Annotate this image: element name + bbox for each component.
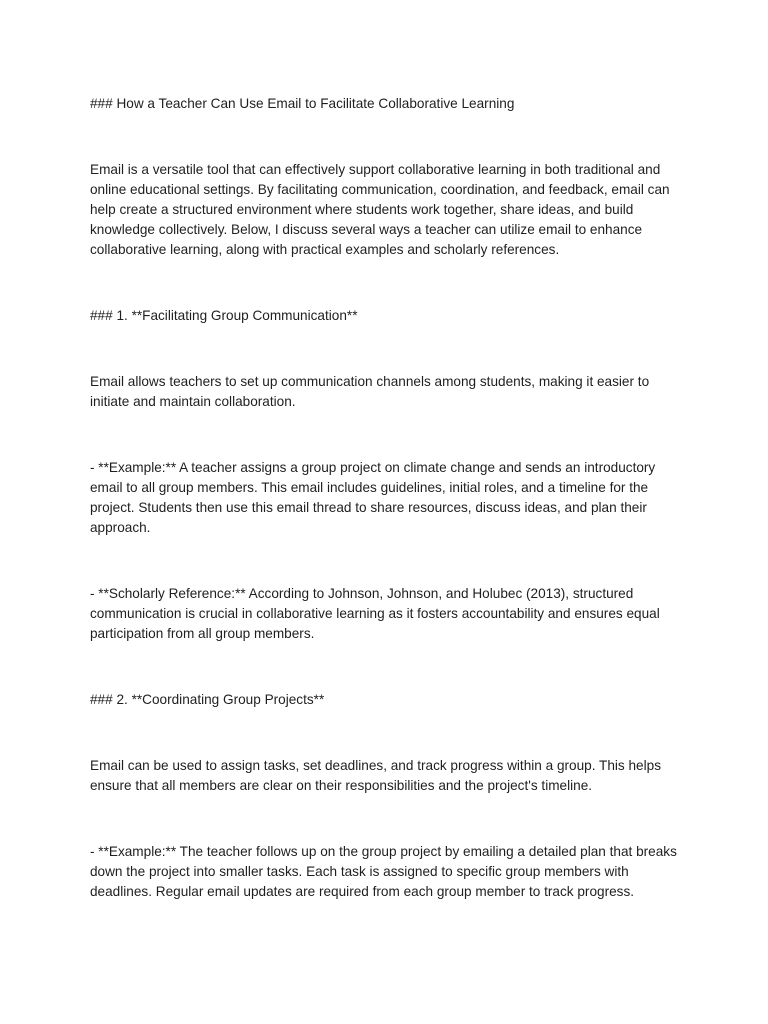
- intro-paragraph: Email is a versatile tool that can effectively support collaborative learning in both traditional and online educational settings. By facilitating communication, coordination, and feedback, email can help create a structured environment where students work together, share ideas, and build knowledge collectively. Below, I discuss several ways a teacher can utilize email to enhance collaborative learning, along with practical examples and scholarly references.: [90, 162, 670, 257]
- section-2-body: Email can be used to assign tasks, set deadlines, and track progress within a group. This helps ensure that all members are clear on their responsibilities and the project's timeline.: [90, 758, 661, 793]
- section-2-heading: ### 2. **Coordinating Group Projects**: [90, 692, 325, 707]
- section-1-heading: ### 1. **Facilitating Group Communication**: [90, 308, 358, 323]
- document-title: ### How a Teacher Can Use Email to Facilitate Collaborative Learning: [90, 96, 515, 111]
- section-1-body: Email allows teachers to set up communication channels among students, making it easier to initiate and maintain collaboration.: [90, 374, 650, 409]
- section-1-example: - **Example:** A teacher assigns a group project on climate change and sends an introductory email to all group members. This email includes guidelines, initial roles, and a timeline for the project. Students then use this email thread to share resources, discuss ideas, and plan their approach.: [90, 460, 656, 535]
- section-2-example: - **Example:** The teacher follows up on the group project by emailing a detailed plan that breaks down the project into smaller tasks. Each task is assigned to specific group members with deadlines. Regular email updates are required from each group member to track progress.: [90, 844, 677, 899]
- section-1-reference: - **Scholarly Reference:** According to Johnson, Johnson, and Holubec (2013), structured communication is crucial in collaborative learning as it fosters accountability and ensures equal participation from all group members.: [90, 586, 660, 641]
